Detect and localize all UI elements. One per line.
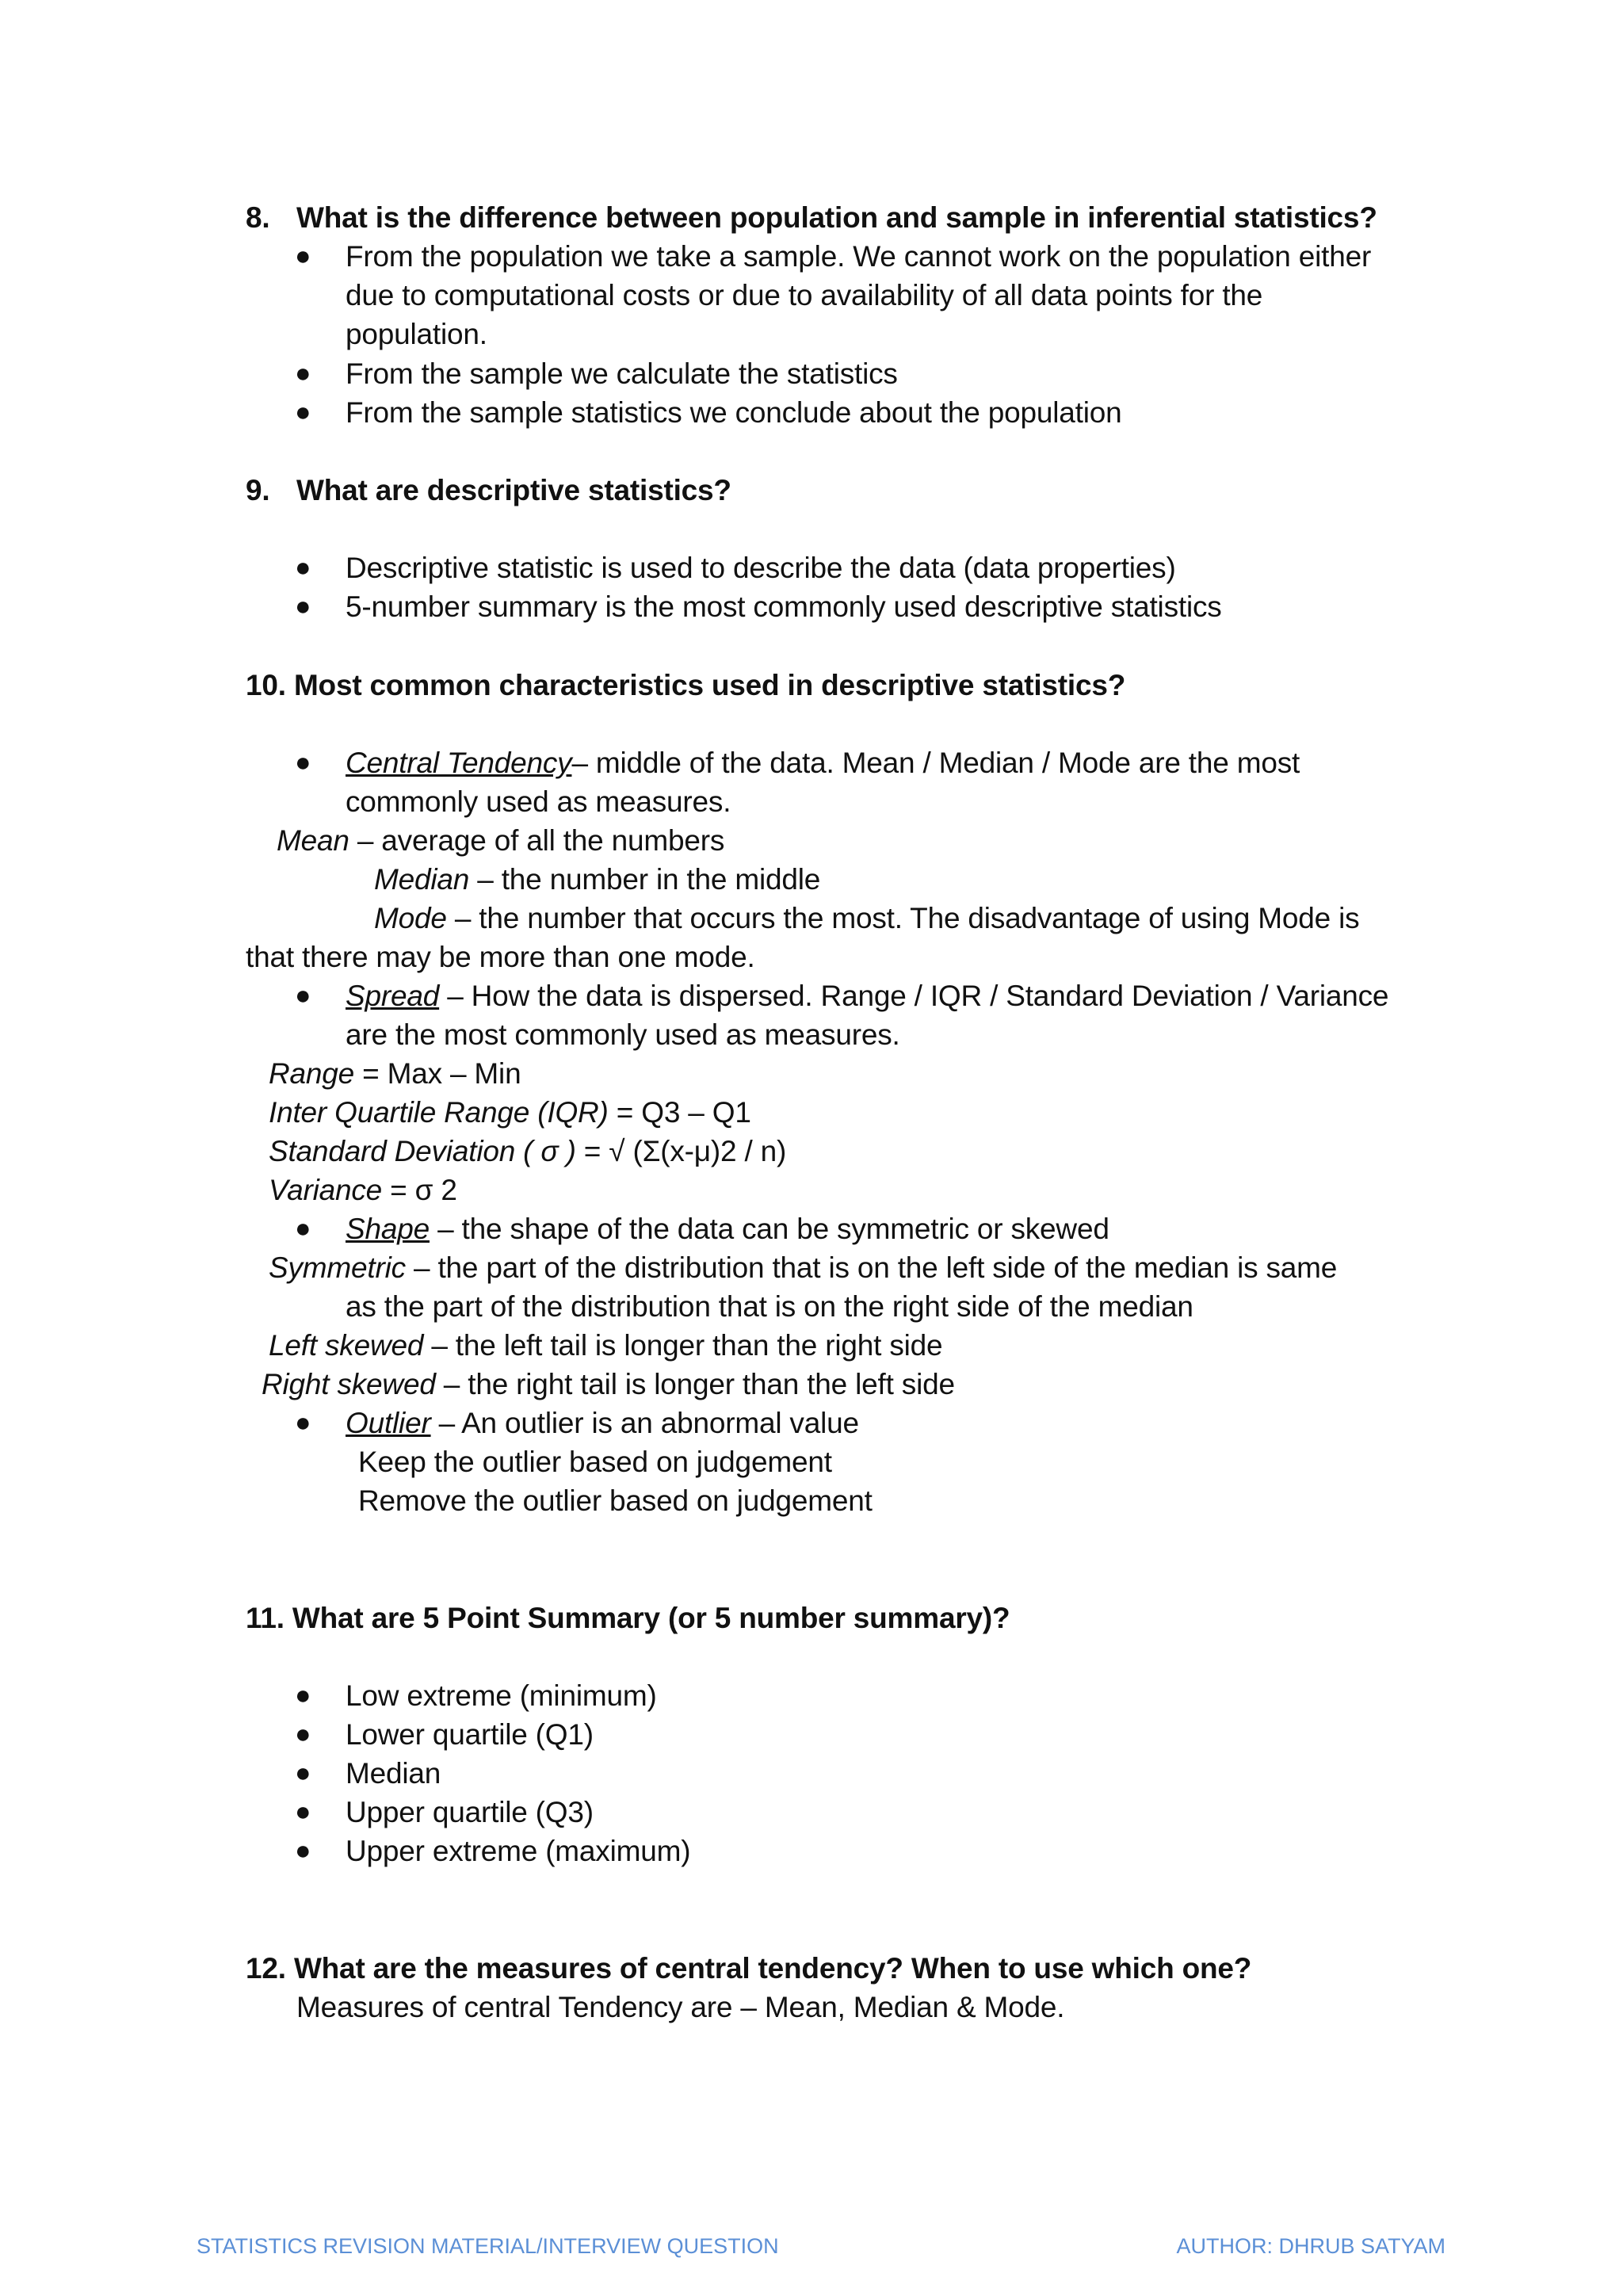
summary-item: Upper quartile (Q3): [346, 1796, 594, 1828]
variance-term: Variance: [269, 1174, 383, 1206]
bullet: ●: [295, 1213, 311, 1244]
bullet: ●: [295, 1719, 311, 1749]
q9-bullet-1: Descriptive statistic is used to describe the data (data properties): [346, 552, 1176, 584]
q8-bullet-1-line-1: From the population we take a sample. We cannot work on the population either: [346, 240, 1372, 273]
q12-heading: [246, 1949, 1251, 1988]
range-formula: Range = Max – Min: [269, 1057, 521, 1090]
mean-term: Mean: [277, 824, 349, 857]
bullet: ●: [295, 1680, 311, 1710]
summary-item: Median: [346, 1757, 441, 1790]
symmetric-definition: Symmetric – the part of the distribution that is on the left side of the median is same: [269, 1251, 1338, 1284]
q8-bullet-1-line-2: due to computational costs or due to availability of all data points for the: [346, 279, 1263, 311]
q9-heading: 9. What are descriptive statistics?: [246, 474, 731, 506]
bullet: ●: [295, 358, 311, 388]
mode-definition-line-2: that there may be more than one mode.: [246, 941, 755, 973]
range-term: Range: [269, 1057, 355, 1090]
standard-deviation-formula: Standard Deviation ( σ ) = √ (Σ(x-μ)2 / n): [269, 1135, 787, 1167]
spread-line-1: Spread – How the data is dispersed. Range / IQR / Standard Deviation / Variance: [346, 980, 1389, 1012]
mode-definition: Mode – the number that occurs the most. The disadvantage of using Mode is: [374, 902, 1360, 934]
bullet: ●: [295, 747, 311, 777]
spread-term: Spread: [346, 980, 440, 1012]
bullet: ●: [295, 241, 311, 271]
left-skewed-term: Left skewed: [269, 1329, 424, 1362]
q8-bullet-2: From the sample we calculate the statistics: [346, 357, 898, 390]
q12-number: 12.: [246, 1952, 286, 1985]
variance-formula: Variance = σ 2: [269, 1174, 457, 1206]
outlier-line: Outlier – An outlier is an abnormal value: [346, 1407, 859, 1439]
median-definition: Median – the number in the middle: [374, 863, 821, 896]
mode-term: Mode: [374, 902, 447, 934]
bullet: ●: [295, 1408, 311, 1438]
q9-question: What are descriptive statistics?: [296, 474, 731, 506]
q12-answer: Measures of central Tendency are – Mean, Median & Mode.: [296, 1991, 1065, 2023]
footer-right: AUTHOR: DHRUB SATYAM: [1176, 2234, 1445, 2258]
q12-question: What are the measures of central tendency? When to use which one?: [293, 1952, 1252, 1985]
iqr-formula: Inter Quartile Range (IQR) = Q3 – Q1: [269, 1096, 751, 1129]
q11-heading: [246, 1599, 1010, 1637]
bullet: ●: [295, 1758, 311, 1788]
mean-definition: Mean – average of all the numbers: [277, 824, 725, 857]
q9-bullet-2: 5-number summary is the most commonly used descriptive statistics: [346, 590, 1222, 623]
shape-term: Shape: [346, 1213, 430, 1245]
q8-heading: 8. What is the difference between population and sample in inferential statistics?: [246, 201, 1377, 234]
bullet: ●: [295, 397, 311, 427]
summary-item: Lower quartile (Q1): [346, 1718, 594, 1751]
summary-item: Upper extreme (maximum): [346, 1835, 691, 1867]
standard-deviation-term: Standard Deviation ( σ ): [269, 1135, 576, 1167]
iqr-term: Inter Quartile Range (IQR): [269, 1096, 609, 1129]
shape-line: Shape – the shape of the data can be symmetric or skewed: [346, 1213, 1109, 1245]
q10-number: 10.: [246, 669, 286, 701]
bullet: ●: [295, 980, 311, 1010]
q8-bullet-3: From the sample statistics we conclude about the population: [346, 396, 1122, 429]
bullet: ●: [295, 1797, 311, 1827]
q8-question: What is the difference between population and sample in inferential statistics?: [296, 201, 1377, 234]
right-skewed-definition: Right skewed – the right tail is longer than the left side: [262, 1368, 955, 1400]
central-tendency-line-1: Central Tendency– middle of the data. Mean / Median / Mode are the most: [346, 747, 1300, 779]
right-skewed-term: Right skewed: [262, 1368, 436, 1400]
outlier-term: Outlier: [346, 1407, 431, 1439]
footer-left: STATISTICS REVISION MATERIAL/INTERVIEW QUESTION: [197, 2234, 779, 2258]
symmetric-term: Symmetric: [269, 1251, 406, 1284]
bullet: ●: [295, 591, 311, 621]
symmetric-definition-line-2: as the part of the distribution that is on the right side of the median: [346, 1290, 1193, 1323]
q11-number: 11.: [246, 1602, 285, 1634]
central-tendency-term: Central Tendency: [346, 747, 572, 779]
spread-line-2: are the most commonly used as measures.: [346, 1018, 900, 1051]
central-tendency-line-2: commonly used as measures.: [346, 785, 731, 818]
bullet: ●: [295, 1836, 311, 1866]
q8-bullet-1-line-3: population.: [346, 318, 487, 350]
q10-question: Most common characteristics used in descriptive statistics?: [293, 669, 1126, 701]
median-term: Median: [374, 863, 470, 896]
outlier-keep: Keep the outlier based on judgement: [358, 1446, 832, 1478]
left-skewed-definition: Left skewed – the left tail is longer than the right side: [269, 1329, 943, 1362]
q11-question: What are 5 Point Summary (or 5 number summary)?: [292, 1602, 1010, 1634]
bullet: ●: [295, 552, 311, 583]
outlier-remove: Remove the outlier based on judgement: [358, 1484, 873, 1517]
summary-item: Low extreme (minimum): [346, 1679, 657, 1712]
q10-heading: [246, 666, 1125, 705]
